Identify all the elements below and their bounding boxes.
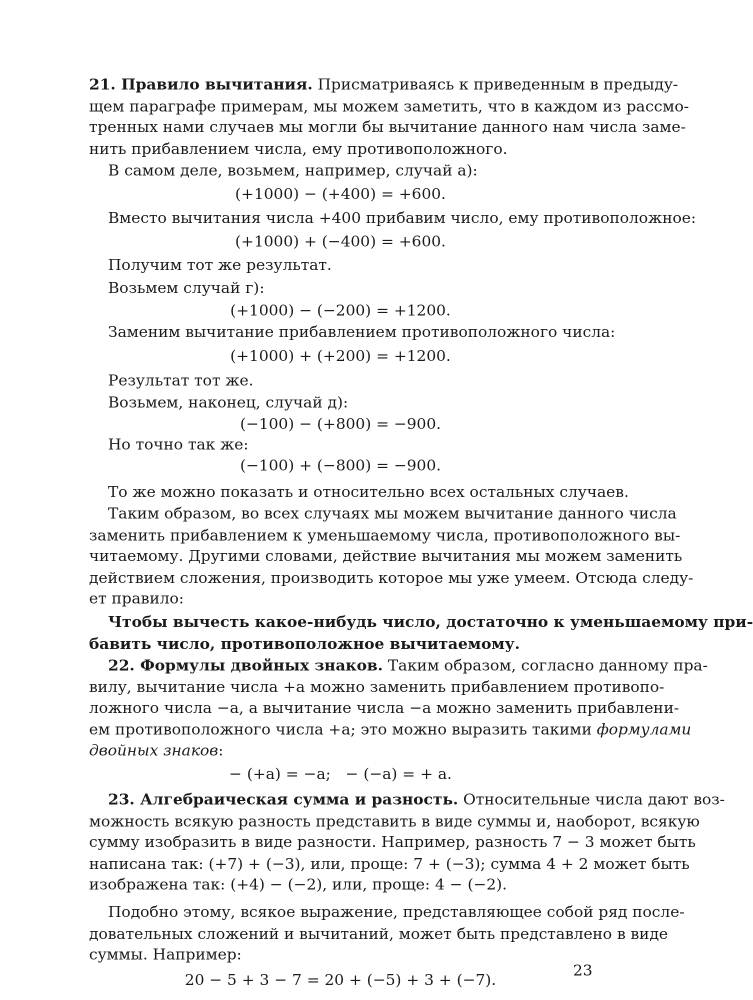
section-heading-22: 22. Формулы двойных знаков. [108,656,383,675]
text-case-d: Возьмем, наконец, случай д): [108,393,349,412]
paragraph-similarly: Подобно этому, всякое выражение, представляющее собой ряд после- довательных сложений и вычитаний, может быть представлено в виде суммы. Например: [89,903,685,964]
paragraph-23: 23. Алгебраическая сумма и разность. Относительные числа дают воз- можность всякую разность представить в виде суммы и, наоборот, всякую сумму изобразить в виде разности. Например, разность 7 − 3 может быть написана так: (+7) + (−3), или, проще: 7 + (−3); сумма 4 + 2 может быть изображена так: (+4) − (−2), или, проще: 4 − (−2). [89,790,725,894]
text-instead: Вместо вычитания числа +400 прибавим число, ему противоположное: [108,209,697,227]
text-but: Но точно так же: [108,435,249,454]
text-same-result: Получим тот же результат. [108,256,332,275]
equation-4: (+1000) + (+200) = +1200. [230,347,451,365]
equation-5: (−100) − (+800) = −900. [239,415,442,433]
text-rest: То же можно показать и относительно всех остальных случаев. [108,483,629,501]
page-number: 23 [573,961,593,980]
equation-7: − (+a) = −a; − (−a) = + a. [229,765,452,783]
rule-statement: Чтобы вычесть какое-нибудь число, достаточно к уменьшаемому при- бавить число, противоположное вычитаемому. [89,613,753,653]
equation-6: (−100) + (−800) = −900. [239,456,442,475]
equation-2: (+1000) + (−400) = +600. [235,232,446,251]
text-replace: Заменим вычитание прибавлением противоположного числа: [108,323,616,342]
equation-3: (+1000) − (−200) = +1200. [230,301,451,320]
text-case-a: В самом деле, возьмем, например, случай а): [108,161,478,180]
paragraph-conclusion: Таким образом, во всех случаях мы можем вычитание данного числа заменить прибавлением к уменьшаемому числа, противоположного вы- читаемому. Другими словами, действие вычитания мы можем заменить действием сложения, производить которое мы уже умеем. Отсюда следу- ет правило: [89,504,694,608]
text-result: Результат тот же. [108,371,254,390]
section-heading-23: 23. Алгебраическая сумма и разность. [108,790,459,809]
paragraph-21: 21. Правило вычитания. Присматриваясь к приведенным в предыду- щем параграфе примерам, мы можем заметить, что в каждом из рассмо- тренных нами случаев мы могли бы вычитание данного нам числа заме- нить прибавлением числа, ему противоположного. [89,75,689,158]
equation-8: 20 − 5 + 3 − 7 = 20 + (−5) + 3 + (−7). [184,971,497,990]
section-heading-21: 21. Правило вычитания. [89,75,313,94]
text-case-g: Возьмем случай г): [108,279,265,297]
paragraph-22: 22. Формулы двойных знаков. Таким образом, согласно данному пра- вилу, вычитание числа +a можно заменить прибавлением противопо- ложного числа −a, а вычитание числа −a можно заменить прибавлени- ем противоположного числа +a; это можно выразить такими формулами двойных знаков: [89,656,708,760]
equation-1: (+1000) − (+400) = +600. [235,185,446,204]
